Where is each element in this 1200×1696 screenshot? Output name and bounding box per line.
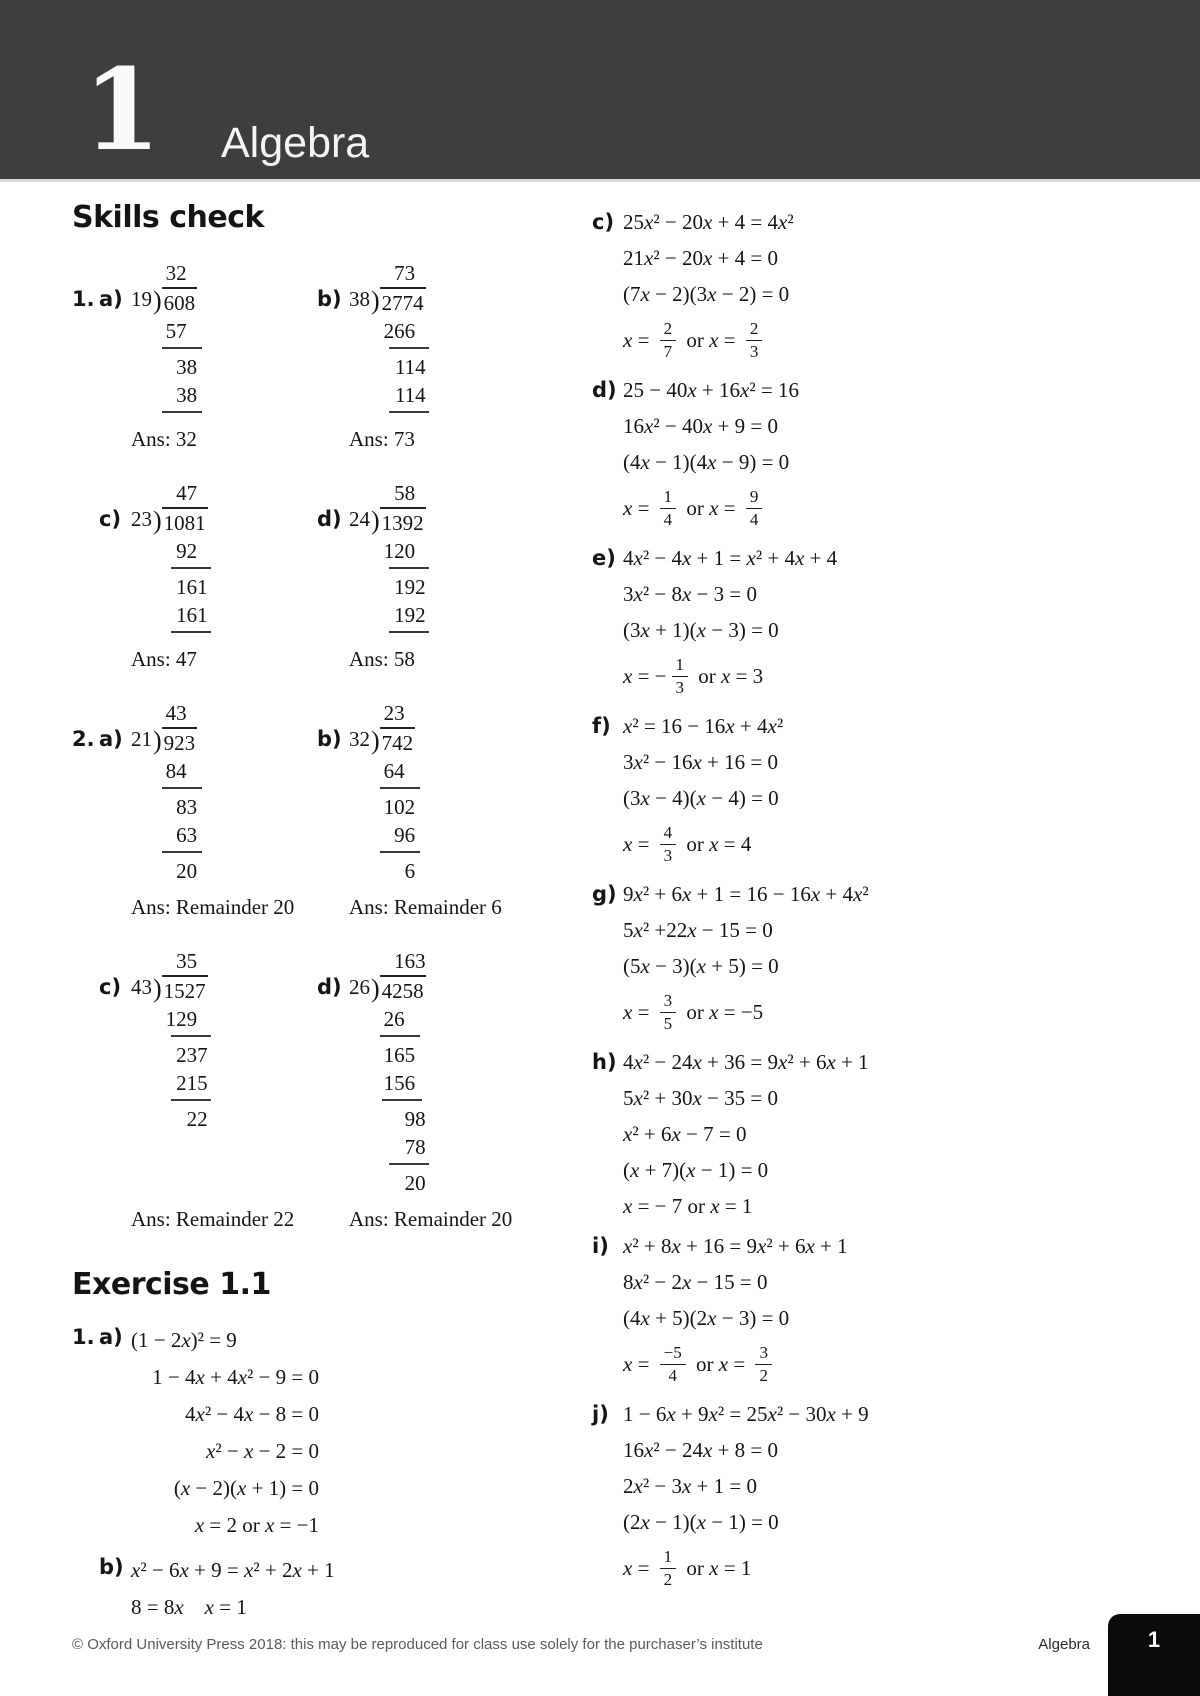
division-step: 114	[394, 355, 426, 379]
division-step: 78	[404, 1135, 426, 1159]
equation-line: x = − 7 or x = 1	[623, 1194, 753, 1218]
chapter-number: 1	[83, 45, 161, 176]
equation-line: (x + 7)(x − 1) = 0	[623, 1158, 769, 1182]
division-paren-icon: )	[371, 974, 380, 1003]
division-step: 120	[383, 539, 416, 563]
equation-line: 4x² − 4x + 1 = x² + 4x + 4	[623, 546, 838, 570]
division-rule-line	[162, 787, 202, 789]
equation-lines	[131, 1322, 319, 1544]
equation-line: (5x − 3)(x + 5) = 0	[623, 954, 779, 978]
chapter-header-band	[0, 0, 1200, 182]
division-answer: Ans: 47	[131, 647, 197, 671]
division-quotient: 35	[176, 949, 198, 973]
division-left	[131, 259, 162, 417]
solution-part	[592, 1228, 1162, 1392]
division-work	[380, 947, 426, 1197]
part-label: c)	[99, 975, 122, 999]
part-label: c)	[592, 210, 615, 234]
division-left	[131, 479, 162, 637]
division-work	[162, 947, 208, 1133]
solution-part	[592, 204, 1162, 368]
equation-line: x² + 8x + 16 = 9x² + 6x + 1	[623, 1234, 848, 1258]
problem-number: 1.	[72, 1325, 95, 1349]
solution-parts	[592, 204, 1162, 1596]
equation-line: x² − x − 2 = 0	[206, 1439, 319, 1463]
fraction-denominator: 4	[749, 509, 759, 529]
fraction-numerator: 1	[660, 1547, 677, 1569]
division-step: 102	[383, 795, 416, 819]
division-rule-line	[389, 347, 429, 349]
part-label: d)	[317, 975, 342, 999]
long-division	[349, 947, 512, 1235]
skills-groups	[72, 259, 562, 1235]
chapter-title: Algebra	[221, 118, 370, 167]
division-left	[349, 699, 380, 885]
fraction-denominator: 2	[663, 1569, 673, 1589]
skills-item	[99, 947, 317, 1235]
part-label: i)	[592, 1234, 609, 1258]
division-quotient: 73	[394, 261, 416, 285]
problem-number	[72, 1552, 99, 1626]
fraction-numerator: 1	[672, 655, 689, 677]
equation-line: 16x² − 24x + 8 = 0	[623, 1438, 778, 1462]
division-rule-line	[171, 567, 211, 569]
division-quotient: 58	[394, 481, 416, 505]
equation-line: (x − 2)(x + 1) = 0	[173, 1476, 319, 1500]
long-division	[349, 259, 426, 455]
skills-item	[99, 699, 317, 923]
fraction-numerator: 9	[746, 487, 763, 509]
fraction-numerator: 2	[660, 319, 677, 341]
division-step: 92	[176, 539, 198, 563]
division-rule-line	[162, 851, 202, 853]
skills-item	[317, 947, 562, 1235]
fraction	[660, 487, 677, 529]
long-division	[131, 947, 294, 1235]
division-dividend: 923	[162, 727, 198, 757]
division-step: 129	[165, 1007, 198, 1031]
equation-line: 4x² − 4x − 8 = 0	[185, 1402, 319, 1426]
division-work	[380, 479, 426, 637]
equation-line: 4x² − 24x + 36 = 9x² + 6x + 1	[623, 1050, 869, 1074]
division-rule-line	[389, 567, 429, 569]
division-work	[162, 479, 208, 637]
division-work	[162, 699, 198, 885]
part-label: a)	[99, 1325, 123, 1349]
division-step: 161	[176, 575, 208, 599]
solution-part	[592, 372, 1162, 536]
division-quotient: 43	[165, 701, 187, 725]
fraction-denominator: 3	[675, 677, 685, 697]
division-rule-line	[380, 787, 420, 789]
division-left	[131, 699, 162, 885]
division-step: 64	[383, 759, 405, 783]
equation-line: 25 − 40x + 16x² = 16	[623, 378, 799, 402]
division-step: 98	[404, 1107, 426, 1131]
division-grid	[131, 699, 294, 885]
exercise-heading: Exercise 1.1	[72, 1267, 271, 1302]
division-answer: Ans: 32	[131, 427, 197, 451]
division-grid	[349, 259, 426, 417]
skills-group	[72, 947, 562, 1235]
division-answer: Ans: Remainder 20	[131, 895, 295, 919]
division-quotient: 32	[165, 261, 187, 285]
division-divisor: 21	[131, 727, 152, 751]
page-number: 1	[1147, 1627, 1161, 1652]
division-rule-line	[389, 1163, 429, 1165]
division-divisor: 32	[349, 727, 370, 751]
fraction-denominator: 5	[663, 1013, 673, 1033]
fraction	[746, 319, 763, 361]
fraction-denominator: 7	[663, 341, 673, 361]
fraction-numerator: −5	[660, 1343, 686, 1365]
solution-part	[592, 1044, 1162, 1224]
division-dividend: 742	[380, 727, 416, 757]
equation-lines	[131, 1552, 335, 1626]
fraction	[660, 991, 677, 1033]
skills-group	[72, 479, 562, 675]
skills-item	[317, 699, 562, 923]
equation-line: 8x² − 2x − 15 = 0	[623, 1270, 768, 1294]
equation-line: 3x² − 16x + 16 = 0	[623, 750, 778, 774]
page-number-box	[1108, 1614, 1200, 1696]
equation-line: (7x − 2)(3x − 2) = 0	[623, 282, 790, 306]
part-label: e)	[592, 546, 616, 570]
fraction	[672, 655, 689, 697]
division-answer: Ans: Remainder 6	[349, 895, 502, 919]
equation-line: (4x + 5)(2x − 3) = 0	[623, 1306, 790, 1330]
solution-part	[592, 540, 1162, 704]
division-divisor: 26	[349, 975, 370, 999]
division-rule-line	[162, 347, 202, 349]
division-step: 38	[176, 355, 198, 379]
part-label: h)	[592, 1050, 617, 1074]
division-grid	[131, 259, 197, 417]
division-step: 6	[404, 859, 416, 883]
division-dividend: 608	[162, 287, 198, 317]
equation-line: 3x² − 8x − 3 = 0	[623, 582, 757, 606]
division-paren-icon: )	[371, 286, 380, 315]
equation-lines	[623, 1044, 1162, 1224]
division-dividend: 1081	[162, 507, 208, 537]
equation-line: (2x − 1)(x − 1) = 0	[623, 1510, 779, 1534]
exercise-parts	[72, 1322, 562, 1626]
division-answer: Ans: 73	[349, 427, 415, 451]
division-rule-line	[380, 851, 420, 853]
equation-line: (1 − 2x)² = 9	[131, 1328, 237, 1352]
equation-line: 5x² +22x − 15 = 0	[623, 918, 773, 942]
division-step: 96	[394, 823, 416, 847]
solution-part	[592, 1396, 1162, 1596]
division-divisor: 23	[131, 507, 152, 531]
equation-line: 8 = 8x x = 1	[131, 1595, 247, 1619]
problem-number	[72, 947, 99, 1235]
division-rule-line	[162, 411, 202, 413]
division-left	[349, 947, 380, 1197]
fraction	[746, 487, 763, 529]
skills-check-heading: Skills check	[72, 200, 264, 235]
equation-line: x = $\frac{1}{2}$ or x = 1	[623, 1547, 752, 1589]
fraction-denominator: 4	[663, 509, 673, 529]
equation-line: 1 − 6x + 9x² = 25x² − 30x + 9	[623, 1402, 869, 1426]
division-dividend: 1527	[162, 975, 208, 1005]
footer-section-label: Algebra	[1038, 1636, 1090, 1653]
division-step: 83	[176, 795, 198, 819]
division-step: 161	[176, 603, 208, 627]
right-column	[592, 196, 1162, 1600]
division-work	[162, 259, 198, 417]
part-label: g)	[592, 882, 617, 906]
division-quotient: 47	[176, 481, 198, 505]
equation-line: x = $\frac{2}{7}$ or x = $\frac{2}{3}$	[623, 312, 1162, 368]
equation-lines	[623, 204, 1162, 368]
division-step: 215	[176, 1071, 208, 1095]
fraction-numerator: 3	[660, 991, 677, 1013]
fraction-numerator: 3	[755, 1343, 772, 1365]
fraction-numerator: 2	[746, 319, 763, 341]
part-label: d)	[317, 507, 342, 531]
division-grid	[349, 947, 512, 1197]
equation-line: 9x² + 6x + 1 = 16 − 16x + 4x²	[623, 882, 869, 906]
equation-lines	[623, 372, 1162, 536]
long-division	[131, 699, 294, 923]
division-rule-line	[380, 1035, 420, 1037]
equation-lines	[623, 876, 1162, 1040]
division-answer: Ans: Remainder 22	[131, 1207, 295, 1231]
equation-line: (4x − 1)(4x − 9) = 0	[623, 450, 790, 474]
copyright-notice: © Oxford University Press 2018: this may be reproduced for class use solely for the purchaser’s institute	[72, 1636, 763, 1653]
skills-group	[72, 259, 562, 455]
equation-line: 16x² − 40x + 9 = 0	[623, 414, 778, 438]
division-left	[349, 479, 380, 637]
solution-part	[592, 708, 1162, 872]
division-step: 26	[383, 1007, 405, 1031]
division-step: 114	[394, 383, 426, 407]
division-paren-icon: )	[153, 506, 162, 535]
division-rule-line	[389, 631, 429, 633]
division-step: 20	[404, 1171, 426, 1195]
equation-lines	[623, 708, 1162, 872]
fraction	[660, 1343, 686, 1385]
division-quotient: 23	[383, 701, 405, 725]
long-division	[131, 479, 208, 675]
division-rule-line	[171, 1035, 211, 1037]
part-label: b)	[317, 727, 342, 751]
fraction-numerator: 4	[660, 823, 677, 845]
part-label: j)	[592, 1402, 609, 1426]
problem-number: 2.	[72, 727, 95, 751]
equation-lines	[623, 540, 1162, 704]
division-paren-icon: )	[371, 726, 380, 755]
part-label: a)	[99, 287, 123, 311]
division-work	[380, 699, 416, 885]
exercise-part	[72, 1322, 562, 1544]
long-division	[349, 479, 426, 675]
division-step: 57	[165, 319, 187, 343]
division-rule-line	[171, 1099, 211, 1101]
division-step: 38	[176, 383, 198, 407]
division-step: 165	[383, 1043, 416, 1067]
skills-item	[99, 259, 317, 455]
division-step: 266	[383, 319, 416, 343]
division-divisor: 38	[349, 287, 370, 311]
division-step: 20	[176, 859, 198, 883]
exercise-part	[72, 1552, 562, 1626]
division-step: 22	[186, 1107, 208, 1131]
equation-line: x = 2 or x = −1	[194, 1513, 319, 1537]
division-left	[131, 947, 162, 1133]
division-grid	[349, 479, 426, 637]
division-dividend: 2774	[380, 287, 426, 317]
division-grid	[349, 699, 502, 885]
skills-item	[99, 479, 317, 675]
fraction-denominator: 3	[663, 845, 673, 865]
division-rule-line	[389, 411, 429, 413]
fraction-denominator: 2	[759, 1365, 768, 1385]
division-paren-icon: )	[371, 506, 380, 535]
part-label: b)	[317, 287, 342, 311]
equation-line: 21x² − 20x + 4 = 0	[623, 246, 778, 270]
division-work	[380, 259, 426, 417]
long-division	[349, 699, 502, 923]
division-paren-icon: )	[153, 726, 162, 755]
part-label: d)	[592, 378, 617, 402]
part-label: f)	[592, 714, 611, 738]
division-paren-icon: )	[153, 286, 162, 315]
division-quotient: 163	[394, 949, 426, 973]
division-step: 156	[383, 1071, 416, 1095]
fraction	[755, 1343, 772, 1385]
equation-line: 25x² − 20x + 4 = 4x²	[623, 210, 794, 234]
equation-line: x² + 6x − 7 = 0	[623, 1122, 747, 1146]
part-label: b)	[99, 1555, 124, 1579]
equation-line: x² − 6x + 9 = x² + 2x + 1	[131, 1558, 335, 1582]
division-step: 63	[176, 823, 198, 847]
fraction-denominator: 4	[668, 1365, 677, 1385]
equation-line: 2x² − 3x + 1 = 0	[623, 1474, 757, 1498]
equation-line: x = $\frac{3}{5}$ or x = −5	[623, 991, 764, 1033]
fraction	[660, 319, 677, 361]
equation-line: (3x + 1)(x − 3) = 0	[623, 618, 779, 642]
equation-line: (3x − 4)(x − 4) = 0	[623, 786, 779, 810]
division-dividend: 1392	[380, 507, 426, 537]
division-divisor: 19	[131, 287, 152, 311]
skills-group	[72, 699, 562, 923]
fraction	[660, 823, 677, 865]
equation-line: x = $\frac{4}{3}$ or x = 4	[623, 823, 752, 865]
fraction-numerator: 1	[660, 487, 677, 509]
division-paren-icon: )	[153, 974, 162, 1003]
division-answer: Ans: Remainder 20	[349, 1207, 513, 1231]
skills-item	[317, 479, 562, 675]
equation-lines	[623, 1228, 1162, 1392]
equation-line: 1 − 4x + 4x² − 9 = 0	[152, 1365, 319, 1389]
equation-line: x = − $\frac{1}{3}$ or x = 3	[623, 655, 764, 697]
problem-number	[72, 479, 99, 675]
division-step: 237	[176, 1043, 208, 1067]
division-divisor: 24	[349, 507, 370, 531]
fraction-denominator: 3	[749, 341, 759, 361]
left-column	[72, 196, 562, 1634]
division-step: 192	[394, 575, 426, 599]
long-division	[131, 259, 197, 455]
division-grid	[131, 947, 294, 1133]
division-divisor: 43	[131, 975, 152, 999]
fraction	[660, 1547, 677, 1589]
equation-line: x = $\frac{-5}{4}$ or x = $\frac{3}{2}$	[623, 1336, 1162, 1392]
division-answer: Ans: 58	[349, 647, 415, 671]
division-dividend: 4258	[380, 975, 426, 1005]
skills-item	[317, 259, 562, 455]
equation-line: x² = 16 − 16x + 4x²	[623, 714, 784, 738]
problem-number: 1.	[72, 287, 95, 311]
equation-lines	[623, 1396, 1162, 1596]
equation-line: 5x² + 30x − 35 = 0	[623, 1086, 778, 1110]
solution-part	[592, 876, 1162, 1040]
division-rule-line	[382, 1099, 422, 1101]
division-grid	[131, 479, 208, 637]
part-label: c)	[99, 507, 122, 531]
division-rule-line	[171, 631, 211, 633]
equation-line: x = $\frac{1}{4}$ or x = $\frac{9}{4}$	[623, 480, 1162, 536]
division-left	[349, 259, 380, 417]
part-label: a)	[99, 727, 123, 751]
division-step: 192	[394, 603, 426, 627]
division-step: 84	[165, 759, 187, 783]
